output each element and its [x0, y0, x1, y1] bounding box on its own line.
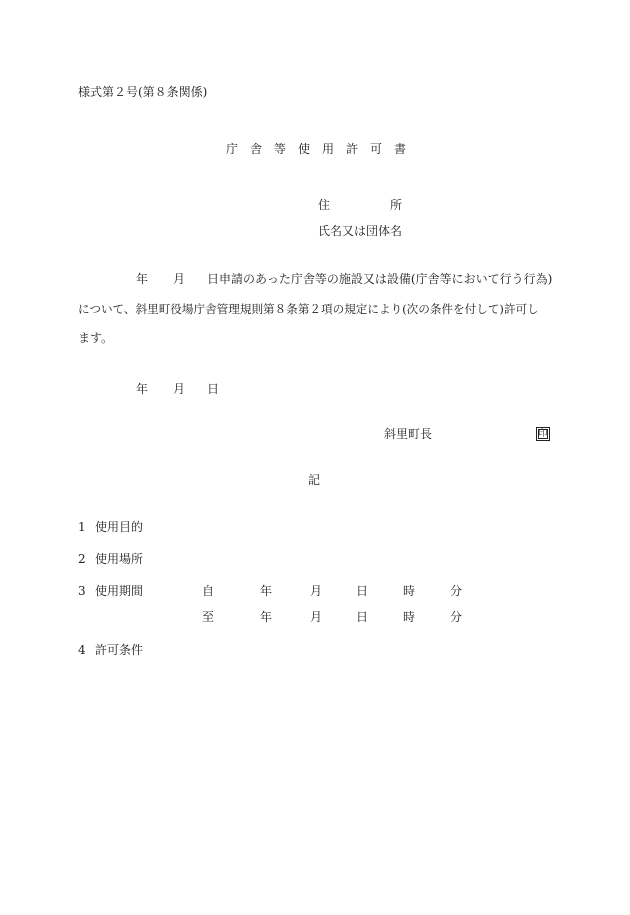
name-label: 氏名又は団体名 [318, 224, 403, 238]
ki-heading: 記 [308, 473, 321, 487]
issue-month: 月 [173, 382, 186, 396]
document-title: 庁 舎 等 使 用 許 可 書 [226, 142, 407, 156]
application-year: 年 [136, 272, 149, 286]
period-from: 自 [202, 584, 215, 598]
issuer-name: 斜里町長 [384, 427, 433, 441]
item-1-label: 使用目的 [95, 520, 144, 534]
address-label: 住 所 [318, 198, 403, 212]
issue-year: 年 [136, 382, 149, 396]
item-2-label: 使用場所 [95, 552, 144, 566]
period-to-year: 年 [260, 610, 273, 624]
form-number: 様式第２号(第８条関係) [78, 85, 208, 99]
period-to-minute: 分 [450, 610, 463, 624]
item-4-number: 4 [78, 643, 86, 657]
item-1-number: 1 [78, 520, 86, 534]
application-month: 月 [173, 272, 186, 286]
item-4-label: 許可条件 [95, 643, 144, 657]
period-to: 至 [202, 610, 215, 624]
item-3-label: 使用期間 [95, 584, 144, 598]
period-from-month: 月 [310, 584, 323, 598]
item-3-number: 3 [78, 584, 86, 598]
body-line-1: 日申請のあった庁舎等の施設又は設備(庁舎等において行う行為) [207, 272, 553, 286]
period-from-year: 年 [260, 584, 273, 598]
period-to-hour: 時 [403, 610, 416, 624]
period-from-hour: 時 [403, 584, 416, 598]
seal-mark: 印 [536, 427, 550, 441]
body-line-2: について、斜里町役場庁舎管理規則第８条第２項の規定により(次の条件を付して)許可し [78, 302, 539, 316]
period-from-minute: 分 [450, 584, 463, 598]
issue-day: 日 [207, 382, 220, 396]
body-line-3: ます。 [78, 331, 114, 345]
period-to-day: 日 [356, 610, 369, 624]
period-from-day: 日 [356, 584, 369, 598]
period-to-month: 月 [310, 610, 323, 624]
item-2-number: 2 [78, 552, 86, 566]
